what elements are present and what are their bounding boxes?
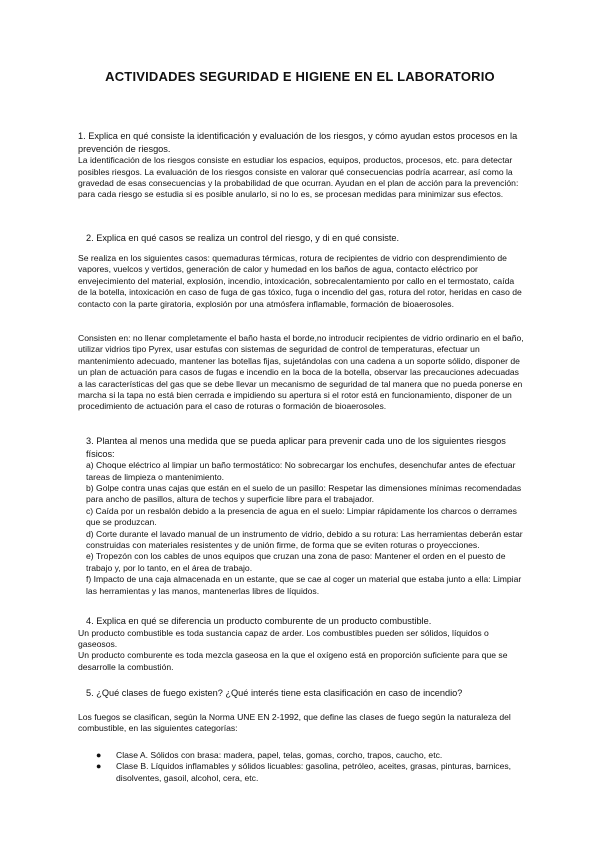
bullet-icon: ● <box>96 761 102 772</box>
section-q2-answer-2 <box>78 333 524 413</box>
bullet-icon: ● <box>96 750 102 760</box>
section-q2-answer-1 <box>78 253 524 310</box>
section-q5-intro <box>78 712 524 735</box>
section-q1 <box>78 130 524 201</box>
answer-2-cases: Se realiza en los siguientes casos: quemaduras térmicas, rotura de recipientes de vidrio con desprendimiento de vapores, vuelcos y vertidos, generación de calor y humedad en los baños de agua, contacto eléctrico por envejecimiento del material, explosión, incendio, intoxicación, sobrecalentamiento por callo en el termostato, caída de la botella, intoxicación en caso de fuga de gas tóxico, fuga o incendio del gas, rotura del rotor, heridas en caso de contacto con la parte giratoria, explosión por una atmósfera inflamable, formación de bioaerosoles. <box>78 253 522 309</box>
document-title: ACTIVIDADES SEGURIDAD E HIGIENE EN EL LABORATORIO <box>105 69 495 84</box>
fire-classes-list <box>96 750 526 784</box>
section-q5 <box>78 687 524 700</box>
answer-3-item: e) Tropezón con los cables de unos equipos que cruzan una zona de paso: Mantener el orden en el puesto de trabajo y, por lo tanto, en el área de trabajo. <box>86 551 506 573</box>
fire-class-b: Clase B. Líquidos inflamables y sólidos licuables: gasolina, petróleo, aceites, grasas, pinturas, barnices, disolventes, gasoil, alcohol, cera, etc. <box>116 761 512 783</box>
answer-3-item: d) Corte durante el lavado manual de un instrumento de vidrio, debido a su rotura: Las herramientas deberán estar construidas con materiales resistentes y de unión firme, de forma que se eviten roturas o proyecciones. <box>86 528 523 551</box>
answer-1: La identificación de los riesgos consiste en estudiar los espacios, equipos, productos, procesos, etc. para detectar posibles riesgos. La evaluación de los riesgos consiste en valorar qué consecuencias podría acarrear, así como la gravedad de esas consecuencias y la probabilidad de que ocurran. Ayudan en el plan de acción para la prevención: para cada riesgo se estudia si es posible anularlo, si no lo es, se procesan medidas para minimizar sus efectos. <box>78 155 519 200</box>
question-2: 2. Explica en qué casos se realiza un control del riesgo, y di en qué consiste. <box>86 233 400 243</box>
section-q3 <box>78 435 524 597</box>
answer-3-item: a) Choque eléctrico al limpiar un baño termostático: No sobrecargar los enchufes, desenchufar antes de efectuar tareas de limpieza o mantenimiento. <box>86 460 516 482</box>
answer-5-intro: Los fuegos se clasifican, según la Norma UNE EN 2-1992, que define las clases de fuego según la naturaleza del combustible, en las siguientes categorías: <box>78 712 511 734</box>
question-5: 5. ¿Qué clases de fuego existen? ¿Qué interés tiene esta clasificación en caso de incendio? <box>86 688 463 698</box>
question-3: 3. Plantea al menos una medida que se pueda aplicar para prevenir cada uno de los siguientes riesgos físicos: <box>86 436 506 459</box>
section-q2 <box>78 232 524 245</box>
answer-4-combustible: Un producto combustible es toda sustancia capaz de arder. Los combustibles pueden ser sólidos, líquidos o gaseosos. <box>78 627 489 649</box>
fire-class-a: Clase A. Sólidos con brasa: madera, papel, telas, gomas, corcho, trapos, caucho, etc. <box>116 750 443 760</box>
question-1: 1. Explica en qué consiste la identificación y evaluación de los riesgos, y cómo ayudan estos procesos en la prevención de riesgos. <box>78 131 518 154</box>
section-q4 <box>78 615 524 673</box>
answer-3-item: f) Impacto de una caja almacenada en un estante, que se cae al coger un material que estaba junto a ella: Limpiar las herramientas y las manos, mantenerlas libres de líquidos. <box>86 574 522 596</box>
list-item <box>96 761 526 784</box>
answer-3-item: b) Golpe contra unas cajas que están en el suelo de un pasillo: Respetar las dimensiones mínimas recomendadas para ancho de pasillos, altura de techos y superficie libre para el trabajador. <box>86 483 522 505</box>
question-4: 4. Explica en qué se diferencia un producto comburente de un producto combustible. <box>86 616 432 626</box>
answer-4-comburente: Un producto comburente es toda mezcla gaseosa en la que el oxígeno está en proporción suficiente para que se desarrolle la combustión. <box>78 650 508 672</box>
answer-3-item: c) Caída por un resbalón debido a la presencia de agua en el suelo: Limpiar rápidamente los charcos o derrames que se produzcan. <box>86 505 517 528</box>
list-item <box>96 750 526 761</box>
answer-2-measures: Consisten en: no llenar completamente el baño hasta el borde,no introducir recipientes de vidrio ordinario en el baño, utilizar vidrios tipo Pyrex, usar estufas con sistemas de seguridad de control de temperaturas, efectuar un mantenimiento adecuado, mantener las botellas fijas, sujetándolas con una cadena a un soporte sólido, disponer de un plan de actuación para casos de fugas e incendio en la boca de la botella, observar las precauciones adecuadas a las características del gas que se debe llevar un mecanismo de seguridad de tal manera que no pueda ponerse en marcha si la tapa no está bien cerrada e impidiendo su apertura si el rotor está en funcionamiento, disponer de un procedimiento de actuación para el caso de roturas o formación de bioaerosoles. <box>78 333 524 412</box>
